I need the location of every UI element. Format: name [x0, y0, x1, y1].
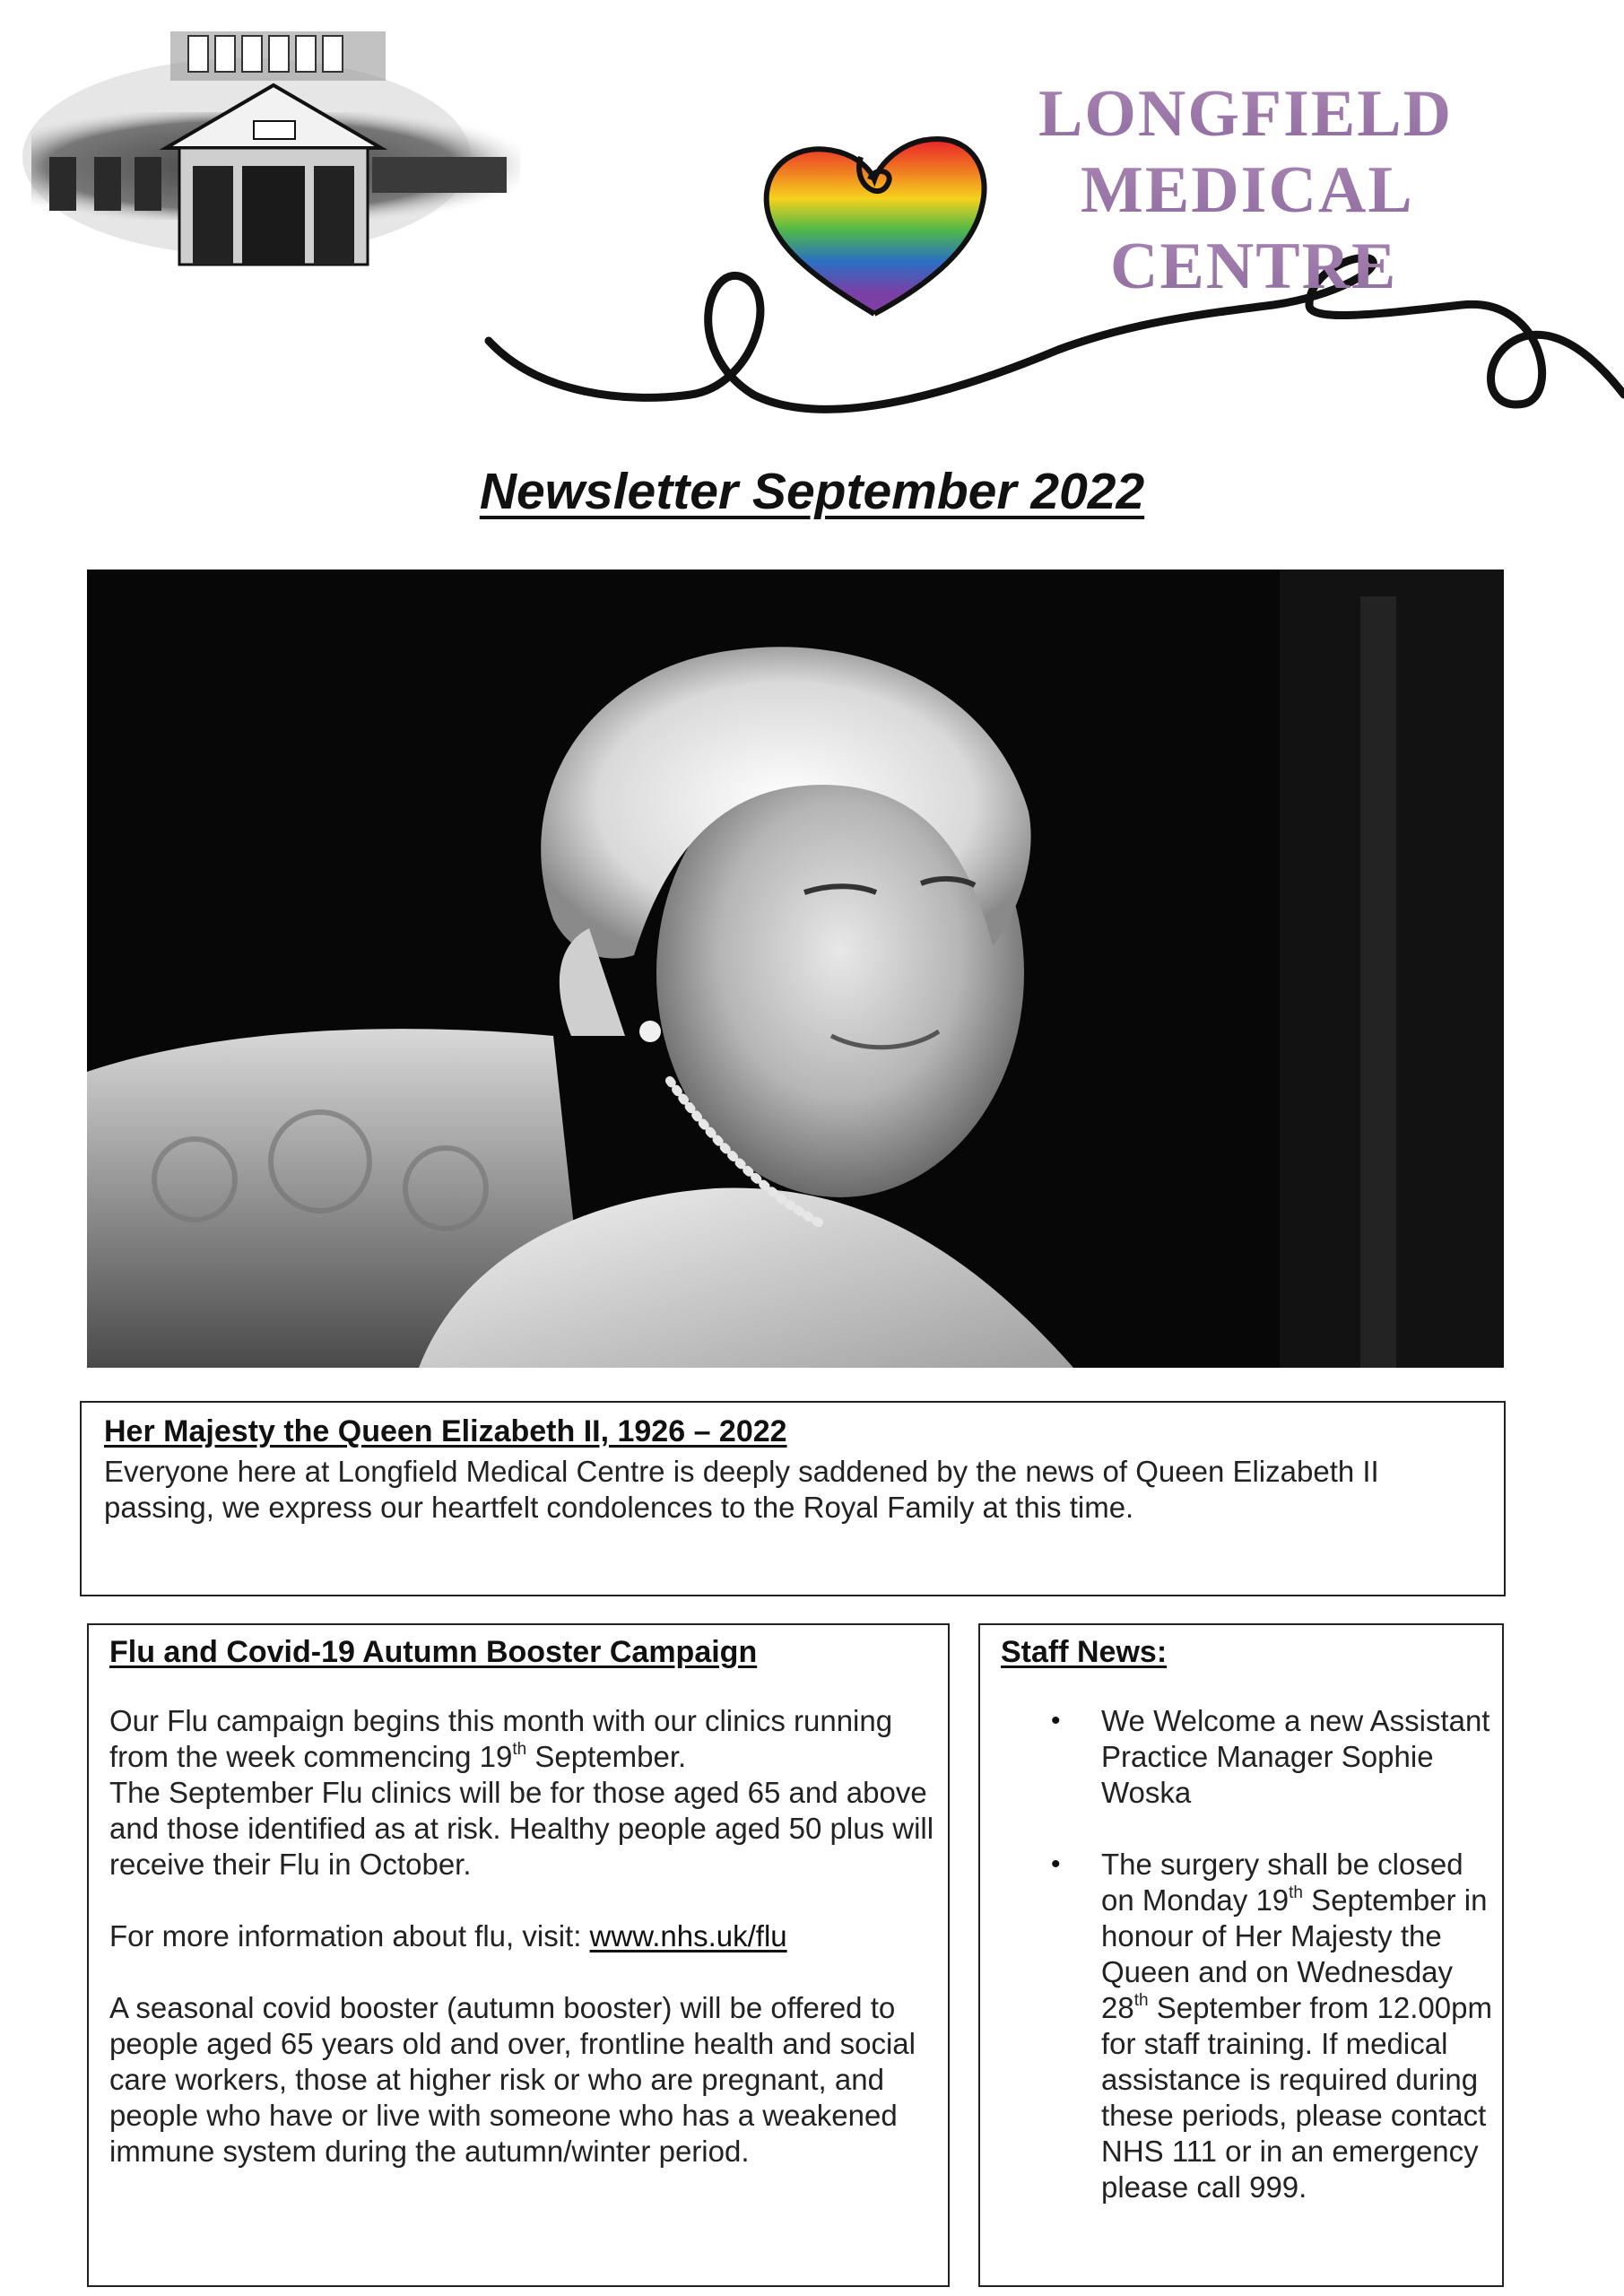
flu-p1-text: Our Flu campaign begins this month with our clinics running from the week commencing 19 — [109, 1704, 893, 1773]
flu-paragraph-1 — [109, 1703, 934, 1883]
flu-campaign-content — [109, 1703, 934, 2205]
closure-superscript-1: th — [1289, 1883, 1304, 1902]
closure-text-3: September from 12.00pm for staff training. If medical assistance is required during these periods, please contact NHS 111 or in an emergency please call 999. — [1101, 1991, 1492, 2204]
nhs-flu-link[interactable]: www.nhs.uk/flu — [589, 1919, 787, 1952]
logo-text-line-3: CENTRE — [1110, 230, 1398, 303]
flu-paragraph-3: A seasonal covid booster (autumn booster) will be offered to people aged 65 years old and over, frontline health and social care workers, those at higher risk or who are pregnant, and people who have or live with someone who has a weakened immune system during the autumn/winter period. — [109, 1991, 916, 2168]
bullet-icon: • — [1051, 1849, 1061, 1879]
rainbow-heart-icon — [753, 121, 995, 327]
logo-text-line-1: LONGFIELD — [1038, 77, 1454, 151]
closure-text-2: September in honour of Her Majesty the Queen and on Wednesday 28 — [1101, 1883, 1488, 2024]
queen-tribute-box — [80, 1401, 1506, 1596]
closure-text-1: The surgery shall be closed on Monday 19 — [1101, 1848, 1463, 1917]
ribbon-swirl-decoration — [484, 126, 1624, 430]
queen-tribute-body: Everyone here at Longfield Medical Centre is deeply saddened by the news of Queen Elizabeth II passing, we express our heartfelt condolences to the Royal Family at this time. — [104, 1455, 1379, 1524]
building-sketch-logo — [13, 22, 538, 274]
staff-news-heading: Staff News: — [1001, 1635, 1168, 1669]
flu-campaign-heading: Flu and Covid-19 Autumn Booster Campaign — [109, 1635, 758, 1669]
flu-paragraph-2 — [109, 1918, 934, 1954]
queen-portrait-photo — [87, 570, 1504, 1368]
logo-text-line-2: MEDICAL — [1081, 153, 1414, 227]
staff-news-item-text: We Welcome a new Assistant Practice Manager Sophie Woska — [1101, 1704, 1490, 1809]
bullet-icon: • — [1051, 1706, 1061, 1735]
closure-superscript-2: th — [1133, 1991, 1149, 2010]
flu-p1-superscript: th — [512, 1740, 527, 1759]
newsletter-title: Newsletter September 2022 — [479, 463, 1145, 520]
flu-campaign-box — [87, 1623, 950, 2287]
staff-news-box — [978, 1623, 1504, 2287]
flu-p1-clinic-info: The September Flu clinics will be for those aged 65 and above and those identified as at risk. Healthy people aged 50 plus will receive their Flu in October. — [109, 1776, 934, 1881]
staff-news-item-text — [1101, 1847, 1496, 2205]
flu-info-label: For more information about flu, visit: — [109, 1919, 590, 1952]
flu-p1-text-end: September. — [526, 1740, 687, 1773]
queen-tribute-heading: Her Majesty the Queen Elizabeth II, 1926 – 2022 — [104, 1414, 787, 1448]
